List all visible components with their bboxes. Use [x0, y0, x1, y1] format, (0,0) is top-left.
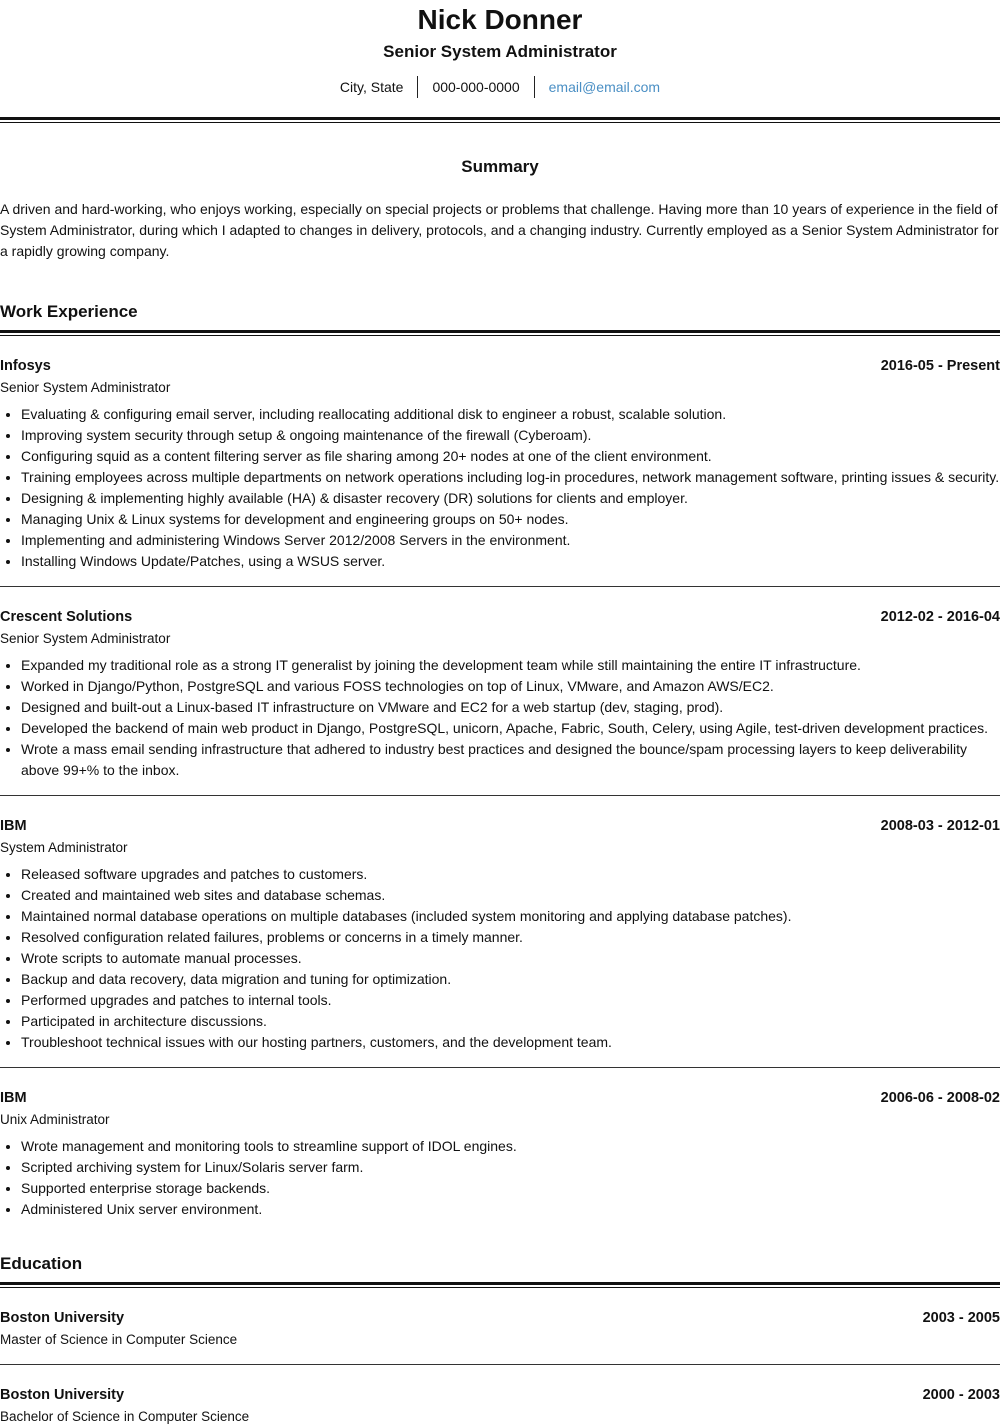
- summary-text: A driven and hard-working, who enjoys working, especially on special projects or problems that challenge. Having more than 10 years of experience in the field of System Administrator, during which I adapted to changes in delivery, protocols, and a changing industry. Currently employed as a Senior System Administrator for a rapidly growing company.: [0, 201, 999, 259]
- job-bullet: • Wrote scripts to automate manual processes.: [21, 948, 1000, 969]
- job-bullet: • Troubleshoot technical issues with our hosting partners, customers, and the development team.: [21, 1032, 1000, 1053]
- job-bullet: • Implementing and administering Windows Server 2012/2008 Servers in the environment.: [21, 530, 1000, 551]
- education-degree: Bachelor of Science in Computer Science: [0, 1409, 250, 1424]
- education-degree: Master of Science in Computer Science: [0, 1332, 238, 1347]
- resume-header: [0, 0, 1000, 98]
- job-header: [0, 1088, 1000, 1108]
- job-bullet-list: [0, 1136, 1000, 1220]
- job-bullet: • Resolved configuration related failures, problems or concerns in a timely manner.: [21, 927, 1000, 948]
- job-entry: [0, 1068, 1000, 1220]
- job-bullet: • Scripted archiving system for Linux/Solaris server farm.: [21, 1157, 1000, 1178]
- job-company: IBM: [0, 818, 27, 834]
- job-bullet: • Performed upgrades and patches to internal tools.: [21, 990, 1000, 1011]
- candidate-title: Senior System Administrator: [383, 42, 617, 61]
- candidate-name: Nick Donner: [417, 4, 583, 35]
- education-school: Boston University: [0, 1387, 125, 1403]
- job-bullet: • Training employees across multiple departments on network operations including log-in procedures, network management software, printing issues & security.: [21, 467, 1000, 488]
- job-bullet: • Administered Unix server environment.: [21, 1199, 1000, 1220]
- contact-phone: 000-000-0000: [432, 79, 520, 95]
- job-header: [0, 816, 1000, 836]
- education-school: Boston University: [0, 1310, 125, 1326]
- job-bullet: • Released software upgrades and patches to customers.: [21, 864, 1000, 885]
- job-entry: [0, 336, 1000, 587]
- job-role: Unix Administrator: [0, 1112, 110, 1127]
- job-role: Senior System Administrator: [0, 380, 171, 395]
- education-entry: [0, 1365, 1000, 1427]
- job-bullet: • Configuring squid as a content filtering server as file sharing among 20+ nodes at one of the client environment.: [21, 446, 1000, 467]
- job-bullet: • Evaluating & configuring email server, including reallocating additional disk to engineer a robust, scalable solution.: [21, 404, 1000, 425]
- job-header: [0, 356, 1000, 376]
- education-header: [0, 1385, 1000, 1405]
- education-entry: [0, 1288, 1000, 1365]
- summary-heading: Summary: [461, 157, 539, 176]
- education-header: [0, 1308, 1000, 1328]
- job-dates: 2016-05 - Present: [880, 358, 1000, 374]
- job-entry: [0, 796, 1000, 1068]
- job-bullet: • Worked in Django/Python, PostgreSQL and various FOSS technologies on top of Linux, VMware, and Amazon AWS/EC2.: [21, 676, 1000, 697]
- job-company: Infosys: [0, 358, 51, 374]
- job-bullet: • Backup and data recovery, data migration and tuning for optimization.: [21, 969, 1000, 990]
- job-header: [0, 607, 1000, 627]
- job-bullet: • Participated in architecture discussions.: [21, 1011, 1000, 1032]
- job-role: Senior System Administrator: [0, 631, 171, 646]
- job-company: Crescent Solutions: [0, 609, 133, 625]
- job-role: System Administrator: [0, 840, 128, 855]
- job-bullet: • Designing & implementing highly available (HA) & disaster recovery (DR) solutions for clients and employer.: [21, 488, 1000, 509]
- job-bullet: • Wrote a mass email sending infrastructure that adhered to industry best practices and designed the bounce/spam processing layers to keep deliverability above 99+% to the inbox.: [21, 739, 1000, 781]
- job-bullet: • Supported enterprise storage backends.: [21, 1178, 1000, 1199]
- job-entry: [0, 587, 1000, 796]
- header-rule: [0, 117, 1000, 123]
- job-bullet: • Wrote management and monitoring tools to streamline support of IDOL engines.: [21, 1136, 1000, 1157]
- job-bullet: • Created and maintained web sites and database schemas.: [21, 885, 1000, 906]
- job-bullet: • Managing Unix & Linux systems for development and engineering groups on 50+ nodes.: [21, 509, 1000, 530]
- work-experience-heading: Work Experience: [0, 302, 138, 321]
- education-dates: 2000 - 2003: [922, 1387, 1000, 1403]
- job-dates: 2008-03 - 2012-01: [880, 818, 1000, 834]
- job-dates: 2012-02 - 2016-04: [880, 609, 1000, 625]
- contact-location: City, State: [339, 79, 404, 95]
- education-heading: Education: [0, 1254, 83, 1273]
- job-bullet: • Designed and built-out a Linux-based IT infrastructure on VMware and EC2 for a web startup (dev, staging, prod).: [21, 697, 1000, 718]
- job-bullet: • Installing Windows Update/Patches, using a WSUS server.: [21, 551, 1000, 572]
- job-company: IBM: [0, 1090, 27, 1106]
- job-bullet-list: [0, 404, 1000, 572]
- contact-bar: [0, 76, 1000, 98]
- contact-email-link[interactable]: email@email.com: [548, 79, 661, 95]
- job-bullet-list: [0, 655, 1000, 781]
- job-bullet: • Expanded my traditional role as a strong IT generalist by joining the development team while still maintaining the entire IT infrastructure.: [21, 655, 1000, 676]
- job-bullet: • Maintained normal database operations on multiple databases (included system monitoring and applying database patches).: [21, 906, 1000, 927]
- work-experience-list: [0, 336, 1000, 1220]
- job-dates: 2006-06 - 2008-02: [880, 1090, 1000, 1106]
- education-list: [0, 1288, 1000, 1427]
- job-bullet: • Improving system security through setup & ongoing maintenance of the firewall (Cyberoam).: [21, 425, 1000, 446]
- job-bullet: • Developed the backend of main web product in Django, PostgreSQL, unicorn, Apache, Fabric, South, Celery, using Agile, test-driven development practices.: [21, 718, 1000, 739]
- education-dates: 2003 - 2005: [922, 1310, 1000, 1326]
- job-bullet-list: [0, 864, 1000, 1053]
